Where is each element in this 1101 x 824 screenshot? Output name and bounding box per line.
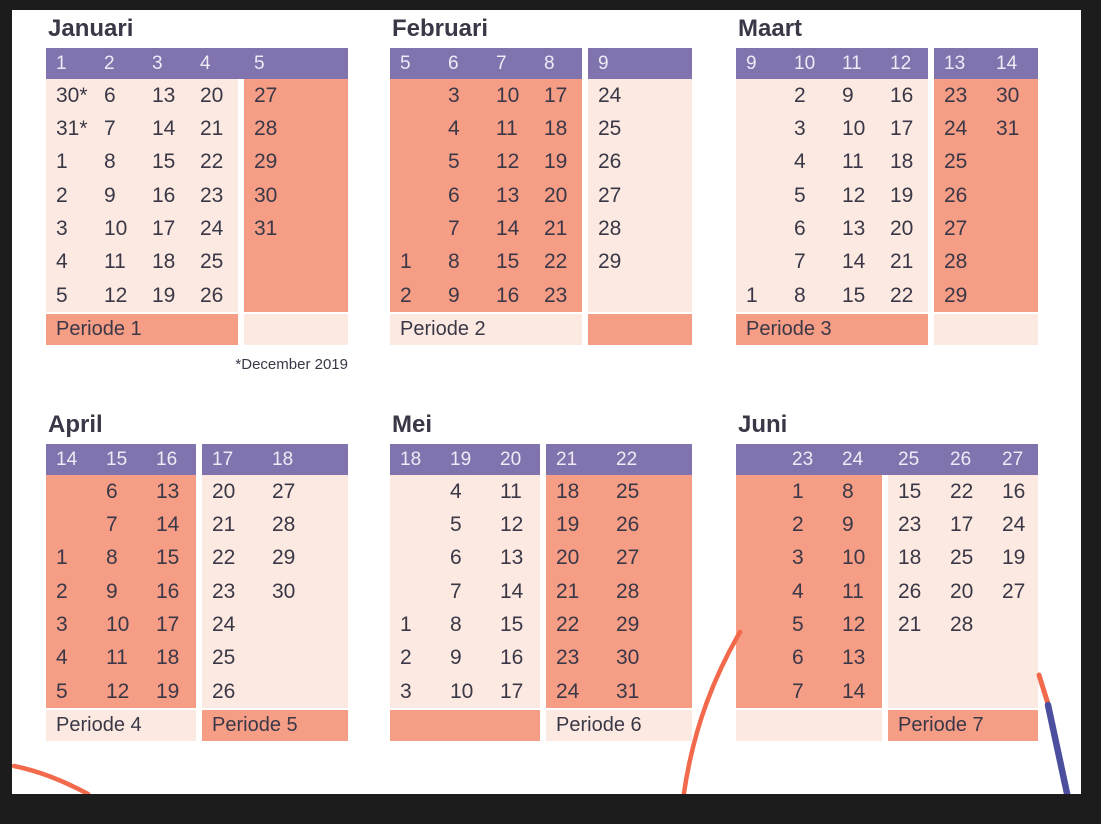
day-cell: 31 <box>996 117 1020 141</box>
day-cell: 25 <box>616 479 640 503</box>
day-cell: 10 <box>842 546 866 570</box>
day-cell: 4 <box>56 250 68 274</box>
periode-label: Periode 5 <box>212 714 298 737</box>
day-cell: 29 <box>254 150 278 174</box>
day-cell: 13 <box>842 646 866 670</box>
day-block <box>546 475 692 708</box>
day-cell: 5 <box>448 150 460 174</box>
day-cell: 9 <box>448 283 460 307</box>
blue-line-bottom-right <box>1048 705 1068 794</box>
week-number: 12 <box>890 52 912 74</box>
week-number: 24 <box>842 448 864 470</box>
week-number: 1 <box>56 52 67 74</box>
day-cell: 29 <box>944 283 968 307</box>
month-title: Januari <box>48 15 134 42</box>
periode-bar <box>46 314 238 345</box>
day-cell: 5 <box>450 513 462 537</box>
day-cell: 10 <box>450 679 474 703</box>
day-cell: 29 <box>616 613 640 637</box>
periode-bar <box>202 710 348 741</box>
day-cell: 18 <box>544 117 568 141</box>
week-number: 20 <box>500 448 522 470</box>
week-number: 11 <box>842 52 862 74</box>
week-header-row <box>46 444 348 475</box>
week-header-block <box>546 444 692 475</box>
month-title: Maart <box>738 15 803 42</box>
day-cell: 12 <box>104 283 128 307</box>
day-cell: 22 <box>200 150 224 174</box>
month-title: Februari <box>392 15 489 42</box>
day-cell: 9 <box>104 183 116 207</box>
day-block <box>202 475 348 708</box>
week-number: 25 <box>898 448 920 470</box>
month-section-juni <box>736 412 1038 741</box>
day-cell: 26 <box>598 150 622 174</box>
day-cell: 9 <box>106 579 118 603</box>
day-cell: 27 <box>272 479 296 503</box>
day-cell: 28 <box>944 250 968 274</box>
day-cell: 2 <box>794 83 806 107</box>
day-cell: 9 <box>842 513 854 537</box>
day-cell: 29 <box>272 546 296 570</box>
day-cell: 11 <box>500 479 522 503</box>
week-number: 23 <box>792 448 814 470</box>
day-cell: 11 <box>104 250 126 274</box>
day-cell: 18 <box>556 479 580 503</box>
day-cell: 11 <box>842 579 864 603</box>
periode-label: Periode 2 <box>400 318 486 341</box>
day-block <box>736 79 928 312</box>
day-cell: 28 <box>616 579 640 603</box>
day-cell: 7 <box>106 513 118 537</box>
day-cell: 14 <box>156 513 180 537</box>
week-header-row <box>390 444 692 475</box>
day-cell: 7 <box>104 117 116 141</box>
day-cell: 15 <box>500 613 524 637</box>
day-cell: 21 <box>898 613 922 637</box>
day-cell: 6 <box>448 183 460 207</box>
day-cell: 28 <box>950 613 974 637</box>
day-cell: 1 <box>400 250 412 274</box>
week-header-block <box>46 48 238 79</box>
day-cell: 14 <box>500 579 524 603</box>
day-cell: 16 <box>156 579 180 603</box>
day-cell: 27 <box>254 83 278 107</box>
week-number: 10 <box>794 52 816 74</box>
week-header-block <box>390 444 540 475</box>
day-cell: 6 <box>104 83 116 107</box>
week-number: 3 <box>152 52 163 74</box>
day-cell: 24 <box>598 83 622 107</box>
day-cell: 17 <box>500 679 524 703</box>
day-cell: 8 <box>104 150 116 174</box>
month-calendar <box>736 48 1038 345</box>
orange-line-bottom-right <box>1039 675 1049 707</box>
periode-label: Periode 1 <box>56 318 142 341</box>
month-section-april <box>46 412 348 741</box>
day-cell: 15 <box>898 479 922 503</box>
day-cell: 19 <box>556 513 580 537</box>
periode-row <box>390 314 692 345</box>
week-header-block <box>46 444 196 475</box>
week-number: 14 <box>56 448 78 470</box>
day-cell: 3 <box>56 613 68 637</box>
day-cell: 14 <box>152 117 176 141</box>
day-cell: 6 <box>106 479 118 503</box>
week-number: 6 <box>448 52 459 74</box>
day-cell: 22 <box>212 546 236 570</box>
day-cell: 31 <box>254 217 278 241</box>
day-cell: 5 <box>56 679 68 703</box>
week-number: 18 <box>272 448 294 470</box>
week-number: 14 <box>996 52 1018 74</box>
day-cell: 8 <box>450 613 462 637</box>
day-cell: 1 <box>792 479 804 503</box>
week-number: 9 <box>598 52 609 74</box>
day-cell: 12 <box>496 150 520 174</box>
month-calendar <box>390 48 692 345</box>
day-cell: 31* <box>56 117 88 141</box>
day-cell: 13 <box>842 217 866 241</box>
week-header-block <box>390 48 582 79</box>
day-cell: 17 <box>544 83 568 107</box>
day-cell: 5 <box>792 613 804 637</box>
day-cell: 24 <box>1002 513 1026 537</box>
day-cell: 12 <box>842 613 866 637</box>
day-cell: 30 <box>616 646 640 670</box>
day-cell: 1 <box>746 283 758 307</box>
periode-bar <box>888 710 1038 741</box>
day-cell: 3 <box>56 217 68 241</box>
day-cell: 13 <box>496 183 520 207</box>
day-cell: 26 <box>898 579 922 603</box>
day-cell: 19 <box>544 150 568 174</box>
week-number: 22 <box>616 448 638 470</box>
days-row <box>736 475 1038 708</box>
days-row <box>46 79 348 312</box>
periode-row <box>736 710 1038 741</box>
day-cell: 10 <box>842 117 866 141</box>
month-title: Juni <box>738 411 788 438</box>
day-cell: 4 <box>448 117 460 141</box>
day-cell: 28 <box>254 117 278 141</box>
periode-bar <box>390 710 540 741</box>
day-cell: 8 <box>842 479 854 503</box>
week-header-block <box>736 444 882 475</box>
day-cell: 8 <box>106 546 118 570</box>
days-row <box>390 475 692 708</box>
week-number: 26 <box>950 448 972 470</box>
month-calendar <box>736 444 1038 741</box>
day-cell: 11 <box>106 646 128 670</box>
day-cell: 18 <box>890 150 914 174</box>
month-calendar <box>46 48 348 345</box>
day-cell: 23 <box>544 283 568 307</box>
day-cell: 7 <box>794 250 806 274</box>
day-cell: 4 <box>56 646 68 670</box>
day-cell: 28 <box>272 513 296 537</box>
day-cell: 24 <box>556 679 580 703</box>
day-cell: 30 <box>272 579 296 603</box>
day-cell: 30* <box>56 83 88 107</box>
day-block <box>390 79 582 312</box>
days-row <box>46 475 348 708</box>
day-cell: 13 <box>156 479 180 503</box>
day-cell: 17 <box>890 117 914 141</box>
day-cell: 19 <box>890 183 914 207</box>
day-cell: 20 <box>890 217 914 241</box>
day-cell: 2 <box>792 513 804 537</box>
day-cell: 22 <box>556 613 580 637</box>
day-block <box>736 475 882 708</box>
periode-bar <box>934 314 1038 345</box>
periode-bar <box>390 314 582 345</box>
day-cell: 13 <box>152 83 176 107</box>
day-cell: 4 <box>450 479 462 503</box>
week-number: 5 <box>254 52 265 74</box>
week-number: 27 <box>1002 448 1024 470</box>
week-number: 8 <box>544 52 555 74</box>
month-title: April <box>48 411 103 438</box>
day-cell: 12 <box>842 183 866 207</box>
day-cell: 16 <box>496 283 520 307</box>
day-block <box>588 79 692 312</box>
day-cell: 24 <box>200 217 224 241</box>
day-block <box>888 475 1038 708</box>
orange-arc-bottom-left <box>14 766 88 794</box>
day-cell: 19 <box>156 679 180 703</box>
day-cell: 18 <box>156 646 180 670</box>
day-cell: 4 <box>794 150 806 174</box>
day-cell: 25 <box>598 117 622 141</box>
day-cell: 30 <box>996 83 1020 107</box>
day-cell: 17 <box>152 217 176 241</box>
day-block <box>244 79 348 312</box>
day-cell: 16 <box>890 83 914 107</box>
periode-row <box>46 710 348 741</box>
periode-label: Periode 7 <box>898 714 984 737</box>
day-cell: 13 <box>500 546 524 570</box>
day-cell: 8 <box>794 283 806 307</box>
day-cell: 28 <box>598 217 622 241</box>
day-cell: 29 <box>598 250 622 274</box>
day-cell: 15 <box>152 150 176 174</box>
month-calendar <box>390 444 692 741</box>
day-cell: 14 <box>842 250 866 274</box>
day-cell: 6 <box>794 217 806 241</box>
day-cell: 1 <box>56 150 68 174</box>
day-cell: 4 <box>792 579 804 603</box>
week-header-block <box>588 48 692 79</box>
day-cell: 24 <box>944 117 968 141</box>
week-header-block <box>888 444 1038 475</box>
day-cell: 20 <box>200 83 224 107</box>
day-cell: 1 <box>400 613 412 637</box>
day-cell: 11 <box>496 117 518 141</box>
day-cell: 23 <box>200 183 224 207</box>
day-block <box>46 475 196 708</box>
week-number: 21 <box>556 448 578 470</box>
day-cell: 20 <box>556 546 580 570</box>
day-cell: 31 <box>616 679 640 703</box>
day-cell: 22 <box>950 479 974 503</box>
periode-row <box>46 314 348 345</box>
day-cell: 15 <box>156 546 180 570</box>
day-cell: 7 <box>792 679 804 703</box>
day-cell: 19 <box>1002 546 1026 570</box>
day-cell: 6 <box>792 646 804 670</box>
day-cell: 27 <box>1002 579 1026 603</box>
periode-label: Periode 4 <box>56 714 142 737</box>
periode-bar <box>46 710 196 741</box>
document-page <box>12 10 1081 794</box>
day-cell: 9 <box>842 83 854 107</box>
day-cell: 27 <box>616 546 640 570</box>
day-cell: 19 <box>152 283 176 307</box>
day-cell: 21 <box>544 217 568 241</box>
day-cell: 5 <box>794 183 806 207</box>
day-cell: 6 <box>450 546 462 570</box>
day-cell: 25 <box>200 250 224 274</box>
day-block <box>934 79 1038 312</box>
week-number: 16 <box>156 448 178 470</box>
day-cell: 20 <box>212 479 236 503</box>
day-cell: 2 <box>56 183 68 207</box>
day-cell: 12 <box>106 679 130 703</box>
periode-bar <box>736 314 928 345</box>
day-cell: 12 <box>500 513 524 537</box>
day-block <box>46 79 238 312</box>
day-cell: 26 <box>200 283 224 307</box>
day-cell: 20 <box>950 579 974 603</box>
week-header-block <box>202 444 348 475</box>
day-cell: 25 <box>944 150 968 174</box>
day-cell: 18 <box>898 546 922 570</box>
day-cell: 22 <box>890 283 914 307</box>
day-cell: 10 <box>104 217 128 241</box>
periode-label: Periode 3 <box>746 318 832 341</box>
week-number: 17 <box>212 448 234 470</box>
day-cell: 26 <box>944 183 968 207</box>
week-number: 13 <box>944 52 966 74</box>
day-cell: 23 <box>944 83 968 107</box>
day-cell: 3 <box>794 117 806 141</box>
days-row <box>736 79 1038 312</box>
month-section-januari <box>46 16 348 345</box>
week-number: 7 <box>496 52 507 74</box>
day-cell: 25 <box>212 646 236 670</box>
day-cell: 16 <box>500 646 524 670</box>
day-cell: 15 <box>842 283 866 307</box>
day-cell: 23 <box>898 513 922 537</box>
december-footnote: *December 2019 <box>235 356 348 373</box>
day-cell: 25 <box>950 546 974 570</box>
month-section-februari <box>390 16 692 345</box>
day-cell: 1 <box>56 546 68 570</box>
day-cell: 17 <box>950 513 974 537</box>
day-cell: 7 <box>448 217 460 241</box>
day-cell: 30 <box>254 183 278 207</box>
day-cell: 9 <box>450 646 462 670</box>
day-cell: 21 <box>212 513 236 537</box>
periode-bar <box>244 314 348 345</box>
day-cell: 5 <box>56 283 68 307</box>
week-number: 9 <box>746 52 757 74</box>
day-cell: 24 <box>212 613 236 637</box>
day-cell: 20 <box>544 183 568 207</box>
day-cell: 3 <box>792 546 804 570</box>
day-cell: 10 <box>106 613 130 637</box>
week-header-row <box>736 48 1038 79</box>
month-section-mei <box>390 412 692 741</box>
days-row <box>390 79 692 312</box>
day-cell: 27 <box>944 217 968 241</box>
week-number: 5 <box>400 52 411 74</box>
month-section-maart <box>736 16 1038 345</box>
day-cell: 16 <box>1002 479 1026 503</box>
month-title: Mei <box>392 411 433 438</box>
week-number: 19 <box>450 448 472 470</box>
day-cell: 27 <box>598 183 622 207</box>
day-cell: 11 <box>842 150 864 174</box>
day-cell: 15 <box>496 250 520 274</box>
week-number: 4 <box>200 52 211 74</box>
week-header-row <box>736 444 1038 475</box>
day-cell: 23 <box>212 579 236 603</box>
week-header-block <box>934 48 1038 79</box>
week-header-block <box>244 48 348 79</box>
day-cell: 23 <box>556 646 580 670</box>
day-cell: 10 <box>496 83 520 107</box>
week-number: 15 <box>106 448 128 470</box>
day-cell: 22 <box>544 250 568 274</box>
day-cell: 2 <box>400 283 412 307</box>
day-block <box>390 475 540 708</box>
periode-bar <box>588 314 692 345</box>
week-header-row <box>390 48 692 79</box>
week-number: 2 <box>104 52 115 74</box>
day-cell: 3 <box>448 83 460 107</box>
week-number: 18 <box>400 448 422 470</box>
day-cell: 2 <box>400 646 412 670</box>
periode-bar <box>736 710 882 741</box>
month-calendar <box>46 444 348 741</box>
periode-bar <box>546 710 692 741</box>
day-cell: 8 <box>448 250 460 274</box>
day-cell: 17 <box>156 613 180 637</box>
periode-row <box>390 710 692 741</box>
day-cell: 7 <box>450 579 462 603</box>
periode-label: Periode 6 <box>556 714 642 737</box>
week-header-block <box>736 48 928 79</box>
periode-row <box>736 314 1038 345</box>
day-cell: 2 <box>56 579 68 603</box>
day-cell: 21 <box>890 250 914 274</box>
day-cell: 3 <box>400 679 412 703</box>
day-cell: 26 <box>212 679 236 703</box>
day-cell: 18 <box>152 250 176 274</box>
day-cell: 21 <box>556 579 580 603</box>
day-cell: 14 <box>842 679 866 703</box>
day-cell: 21 <box>200 117 224 141</box>
week-header-row <box>46 48 348 79</box>
day-cell: 14 <box>496 217 520 241</box>
day-cell: 26 <box>616 513 640 537</box>
day-cell: 16 <box>152 183 176 207</box>
